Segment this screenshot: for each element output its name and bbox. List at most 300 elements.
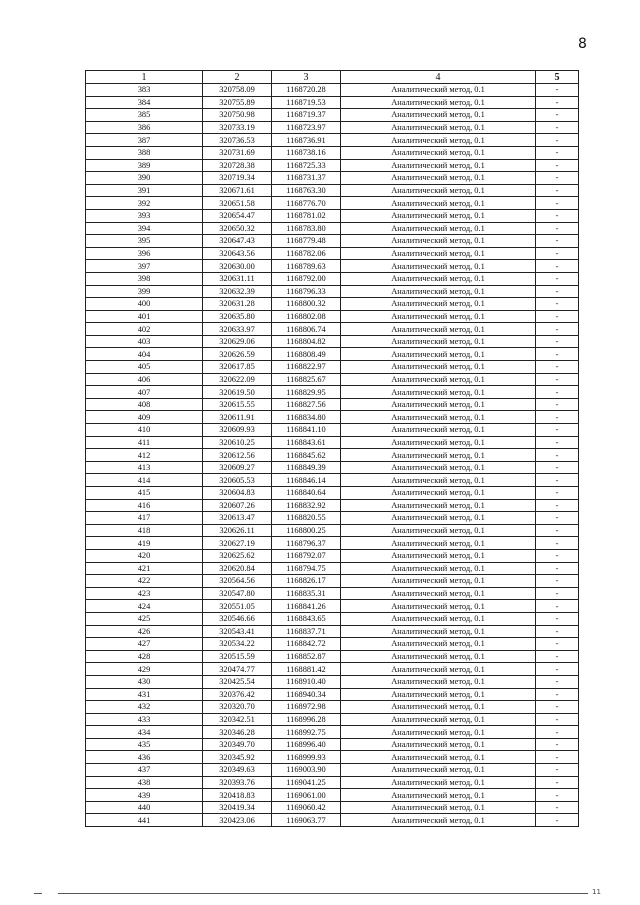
- cell-y-coordinate: 1168804.82: [272, 335, 341, 348]
- table-row: [86, 424, 579, 437]
- cell-point-number: 434: [86, 726, 203, 739]
- table-row: [86, 96, 579, 109]
- cell-y-coordinate: 1169060.42: [272, 801, 341, 814]
- cell-point-number: 417: [86, 512, 203, 525]
- table-row: [86, 461, 579, 474]
- cell-x-coordinate: 320650.32: [203, 222, 272, 235]
- cell-point-number: 433: [86, 713, 203, 726]
- cell-method: Аналитический метод, 0.1: [341, 134, 536, 147]
- cell-description: -: [536, 272, 579, 285]
- cell-y-coordinate: 1168806.74: [272, 323, 341, 336]
- cell-description: -: [536, 625, 579, 638]
- cell-method: Аналитический метод, 0.1: [341, 474, 536, 487]
- coordinates-table: [85, 70, 579, 827]
- cell-x-coordinate: 320419.34: [203, 801, 272, 814]
- cell-point-number: 411: [86, 436, 203, 449]
- cell-y-coordinate: 1168820.55: [272, 512, 341, 525]
- cell-description: -: [536, 537, 579, 550]
- cell-description: -: [536, 235, 579, 248]
- cell-x-coordinate: 320609.93: [203, 424, 272, 437]
- cell-x-coordinate: 320736.53: [203, 134, 272, 147]
- cell-method: Аналитический метод, 0.1: [341, 675, 536, 688]
- cell-method: Аналитический метод, 0.1: [341, 461, 536, 474]
- cell-y-coordinate: 1169061.00: [272, 789, 341, 802]
- cell-point-number: 397: [86, 260, 203, 273]
- cell-method: Аналитический метод, 0.1: [341, 222, 536, 235]
- cell-description: -: [536, 285, 579, 298]
- cell-point-number: 407: [86, 386, 203, 399]
- cell-description: -: [536, 575, 579, 588]
- cell-x-coordinate: 320651.58: [203, 197, 272, 210]
- page-number: 8: [578, 36, 587, 52]
- cell-method: Аналитический метод, 0.1: [341, 789, 536, 802]
- table-row: [86, 172, 579, 185]
- cell-y-coordinate: 1168800.32: [272, 298, 341, 311]
- cell-point-number: 423: [86, 587, 203, 600]
- cell-y-coordinate: 1168841.10: [272, 424, 341, 437]
- cell-point-number: 421: [86, 562, 203, 575]
- cell-point-number: 394: [86, 222, 203, 235]
- cell-x-coordinate: 320613.47: [203, 512, 272, 525]
- cell-point-number: 383: [86, 84, 203, 97]
- cell-description: -: [536, 159, 579, 172]
- table-row: [86, 600, 579, 613]
- cell-y-coordinate: 1168779.48: [272, 235, 341, 248]
- cell-description: -: [536, 650, 579, 663]
- cell-description: -: [536, 600, 579, 613]
- cell-y-coordinate: 1168800.25: [272, 524, 341, 537]
- cell-x-coordinate: 320551.05: [203, 600, 272, 613]
- cell-method: Аналитический метод, 0.1: [341, 738, 536, 751]
- cell-y-coordinate: 1168832.92: [272, 499, 341, 512]
- cell-method: Аналитический метод, 0.1: [341, 298, 536, 311]
- cell-method: Аналитический метод, 0.1: [341, 562, 536, 575]
- cell-method: Аналитический метод, 0.1: [341, 449, 536, 462]
- cell-method: Аналитический метод, 0.1: [341, 184, 536, 197]
- cell-method: Аналитический метод, 0.1: [341, 335, 536, 348]
- cell-method: Аналитический метод, 0.1: [341, 487, 536, 500]
- cell-x-coordinate: 320564.56: [203, 575, 272, 588]
- cell-point-number: 440: [86, 801, 203, 814]
- cell-x-coordinate: 320418.83: [203, 789, 272, 802]
- cell-x-coordinate: 320625.62: [203, 549, 272, 562]
- cell-point-number: 418: [86, 524, 203, 537]
- cell-method: Аналитический метод, 0.1: [341, 663, 536, 676]
- cell-y-coordinate: 1168881.42: [272, 663, 341, 676]
- cell-x-coordinate: 320609.27: [203, 461, 272, 474]
- cell-description: -: [536, 146, 579, 159]
- table-row: [86, 776, 579, 789]
- cell-y-coordinate: 1169063.77: [272, 814, 341, 827]
- cell-point-number: 395: [86, 235, 203, 248]
- cell-y-coordinate: 1168796.37: [272, 537, 341, 550]
- cell-y-coordinate: 1168829.95: [272, 386, 341, 399]
- cell-y-coordinate: 1168719.37: [272, 109, 341, 122]
- table-row: [86, 587, 579, 600]
- cell-x-coordinate: 320617.85: [203, 361, 272, 374]
- cell-method: Аналитический метод, 0.1: [341, 235, 536, 248]
- column-header-x: 2: [203, 71, 272, 84]
- table-row: [86, 323, 579, 336]
- cell-y-coordinate: 1168852.87: [272, 650, 341, 663]
- cell-method: Аналитический метод, 0.1: [341, 650, 536, 663]
- cell-y-coordinate: 1168842.72: [272, 638, 341, 651]
- table-row: [86, 487, 579, 500]
- cell-point-number: 427: [86, 638, 203, 651]
- cell-description: -: [536, 121, 579, 134]
- table-row: [86, 562, 579, 575]
- cell-point-number: 416: [86, 499, 203, 512]
- cell-y-coordinate: 1168725.33: [272, 159, 341, 172]
- cell-method: Аналитический метод, 0.1: [341, 361, 536, 374]
- cell-point-number: 429: [86, 663, 203, 676]
- cell-x-coordinate: 320622.09: [203, 373, 272, 386]
- table-row: [86, 675, 579, 688]
- cell-description: -: [536, 675, 579, 688]
- cell-point-number: 410: [86, 424, 203, 437]
- cell-method: Аналитический метод, 0.1: [341, 776, 536, 789]
- table-row: [86, 449, 579, 462]
- cell-point-number: 398: [86, 272, 203, 285]
- cell-method: Аналитический метод, 0.1: [341, 424, 536, 437]
- cell-description: -: [536, 184, 579, 197]
- cell-x-coordinate: 320546.66: [203, 612, 272, 625]
- cell-y-coordinate: 1168782.06: [272, 247, 341, 260]
- cell-method: Аналитический метод, 0.1: [341, 209, 536, 222]
- column-header-method: 4: [341, 71, 536, 84]
- cell-y-coordinate: 1168841.26: [272, 600, 341, 613]
- cell-method: Аналитический метод, 0.1: [341, 764, 536, 777]
- cell-x-coordinate: 320630.00: [203, 260, 272, 273]
- cell-y-coordinate: 1168996.28: [272, 713, 341, 726]
- table-row: [86, 222, 579, 235]
- cell-point-number: 390: [86, 172, 203, 185]
- cell-method: Аналитический метод, 0.1: [341, 713, 536, 726]
- cell-point-number: 422: [86, 575, 203, 588]
- table-row: [86, 146, 579, 159]
- cell-y-coordinate: 1168826.17: [272, 575, 341, 588]
- cell-point-number: 436: [86, 751, 203, 764]
- table-row: [86, 348, 579, 361]
- cell-description: -: [536, 222, 579, 235]
- cell-x-coordinate: 320543.41: [203, 625, 272, 638]
- cell-method: Аналитический метод, 0.1: [341, 524, 536, 537]
- cell-description: -: [536, 172, 579, 185]
- table-row: [86, 499, 579, 512]
- cell-method: Аналитический метод, 0.1: [341, 398, 536, 411]
- cell-x-coordinate: 320629.06: [203, 335, 272, 348]
- cell-y-coordinate: 1168719.53: [272, 96, 341, 109]
- cell-x-coordinate: 320425.54: [203, 675, 272, 688]
- cell-y-coordinate: 1168738.16: [272, 146, 341, 159]
- cell-method: Аналитический метод, 0.1: [341, 436, 536, 449]
- table-row: [86, 625, 579, 638]
- cell-description: -: [536, 638, 579, 651]
- cell-point-number: 392: [86, 197, 203, 210]
- cell-description: -: [536, 424, 579, 437]
- cell-description: -: [536, 335, 579, 348]
- cell-point-number: 403: [86, 335, 203, 348]
- table-row: [86, 650, 579, 663]
- cell-x-coordinate: 320731.69: [203, 146, 272, 159]
- cell-method: Аналитический метод, 0.1: [341, 310, 536, 323]
- table-row: [86, 549, 579, 562]
- cell-point-number: 396: [86, 247, 203, 260]
- cell-description: -: [536, 701, 579, 714]
- cell-description: -: [536, 436, 579, 449]
- cell-point-number: 431: [86, 688, 203, 701]
- cell-description: -: [536, 411, 579, 424]
- cell-x-coordinate: 320728.38: [203, 159, 272, 172]
- table-row: [86, 663, 579, 676]
- cell-point-number: 388: [86, 146, 203, 159]
- table-row: [86, 310, 579, 323]
- cell-description: -: [536, 310, 579, 323]
- cell-x-coordinate: 320643.56: [203, 247, 272, 260]
- cell-y-coordinate: 1168837.71: [272, 625, 341, 638]
- cell-x-coordinate: 320719.34: [203, 172, 272, 185]
- table-row: [86, 512, 579, 525]
- cell-method: Аналитический метод, 0.1: [341, 121, 536, 134]
- table-row: [86, 612, 579, 625]
- table-body: [86, 84, 579, 827]
- cell-x-coordinate: 320615.55: [203, 398, 272, 411]
- table-row: [86, 247, 579, 260]
- cell-description: -: [536, 84, 579, 97]
- cell-description: -: [536, 801, 579, 814]
- cell-point-number: 414: [86, 474, 203, 487]
- table-row: [86, 738, 579, 751]
- cell-description: -: [536, 197, 579, 210]
- table-row: [86, 84, 579, 97]
- cell-description: -: [536, 499, 579, 512]
- cell-x-coordinate: 320610.25: [203, 436, 272, 449]
- cell-y-coordinate: 1168835.31: [272, 587, 341, 600]
- cell-x-coordinate: 320647.43: [203, 235, 272, 248]
- table-row: [86, 713, 579, 726]
- table-row: [86, 436, 579, 449]
- cell-point-number: 430: [86, 675, 203, 688]
- cell-x-coordinate: 320393.76: [203, 776, 272, 789]
- cell-description: -: [536, 764, 579, 777]
- cell-y-coordinate: 1168827.56: [272, 398, 341, 411]
- cell-y-coordinate: 1168776.70: [272, 197, 341, 210]
- cell-y-coordinate: 1168996.40: [272, 738, 341, 751]
- table-row: [86, 751, 579, 764]
- table-row: [86, 638, 579, 651]
- cell-method: Аналитический метод, 0.1: [341, 323, 536, 336]
- cell-x-coordinate: 320620.84: [203, 562, 272, 575]
- cell-point-number: 435: [86, 738, 203, 751]
- cell-y-coordinate: 1168808.49: [272, 348, 341, 361]
- column-header-y: 3: [272, 71, 341, 84]
- cell-y-coordinate: 1168723.97: [272, 121, 341, 134]
- footer-divider: [34, 893, 42, 894]
- cell-method: Аналитический метод, 0.1: [341, 537, 536, 550]
- cell-y-coordinate: 1168825.67: [272, 373, 341, 386]
- cell-y-coordinate: 1168796.33: [272, 285, 341, 298]
- cell-y-coordinate: 1168731.37: [272, 172, 341, 185]
- cell-description: -: [536, 713, 579, 726]
- cell-x-coordinate: 320626.59: [203, 348, 272, 361]
- cell-x-coordinate: 320376.42: [203, 688, 272, 701]
- cell-x-coordinate: 320671.61: [203, 184, 272, 197]
- cell-point-number: 386: [86, 121, 203, 134]
- cell-y-coordinate: 1168834.80: [272, 411, 341, 424]
- cell-method: Аналитический метод, 0.1: [341, 84, 536, 97]
- cell-y-coordinate: 1168999.93: [272, 751, 341, 764]
- table-row: [86, 260, 579, 273]
- cell-point-number: 400: [86, 298, 203, 311]
- cell-y-coordinate: 1168843.61: [272, 436, 341, 449]
- cell-method: Аналитический метод, 0.1: [341, 109, 536, 122]
- cell-method: Аналитический метод, 0.1: [341, 285, 536, 298]
- cell-y-coordinate: 1168822.97: [272, 361, 341, 374]
- table-row: [86, 801, 579, 814]
- cell-description: -: [536, 134, 579, 147]
- cell-x-coordinate: 320619.50: [203, 386, 272, 399]
- cell-description: -: [536, 751, 579, 764]
- cell-description: -: [536, 663, 579, 676]
- cell-method: Аналитический метод, 0.1: [341, 146, 536, 159]
- cell-y-coordinate: 1168802.08: [272, 310, 341, 323]
- cell-x-coordinate: 320611.91: [203, 411, 272, 424]
- cell-description: -: [536, 247, 579, 260]
- cell-x-coordinate: 320515.59: [203, 650, 272, 663]
- table-row: [86, 575, 579, 588]
- table-row: [86, 109, 579, 122]
- cell-method: Аналитический метод, 0.1: [341, 159, 536, 172]
- table-row: [86, 298, 579, 311]
- cell-y-coordinate: 1168792.07: [272, 549, 341, 562]
- table-row: [86, 159, 579, 172]
- cell-y-coordinate: 1168846.14: [272, 474, 341, 487]
- table-row: [86, 537, 579, 550]
- cell-method: Аналитический метод, 0.1: [341, 499, 536, 512]
- cell-point-number: 393: [86, 209, 203, 222]
- cell-point-number: 391: [86, 184, 203, 197]
- cell-method: Аналитический метод, 0.1: [341, 386, 536, 399]
- cell-description: -: [536, 814, 579, 827]
- cell-description: -: [536, 373, 579, 386]
- cell-y-coordinate: 1168910.40: [272, 675, 341, 688]
- cell-description: -: [536, 524, 579, 537]
- cell-method: Аналитический метод, 0.1: [341, 96, 536, 109]
- cell-description: -: [536, 260, 579, 273]
- cell-method: Аналитический метод, 0.1: [341, 814, 536, 827]
- cell-description: -: [536, 587, 579, 600]
- cell-y-coordinate: 1168849.39: [272, 461, 341, 474]
- cell-method: Аналитический метод, 0.1: [341, 172, 536, 185]
- cell-description: -: [536, 323, 579, 336]
- column-header-point-number: 1: [86, 71, 203, 84]
- cell-point-number: 438: [86, 776, 203, 789]
- cell-method: Аналитический метод, 0.1: [341, 197, 536, 210]
- cell-y-coordinate: 1168992.75: [272, 726, 341, 739]
- cell-point-number: 420: [86, 549, 203, 562]
- cell-y-coordinate: 1168940.34: [272, 688, 341, 701]
- cell-point-number: 415: [86, 487, 203, 500]
- cell-method: Аналитический метод, 0.1: [341, 348, 536, 361]
- cell-x-coordinate: 320605.53: [203, 474, 272, 487]
- cell-x-coordinate: 320633.97: [203, 323, 272, 336]
- cell-x-coordinate: 320534.22: [203, 638, 272, 651]
- cell-point-number: 399: [86, 285, 203, 298]
- table-row: [86, 184, 579, 197]
- table-row: [86, 688, 579, 701]
- cell-y-coordinate: 1168783.80: [272, 222, 341, 235]
- table-row: [86, 411, 579, 424]
- cell-point-number: 413: [86, 461, 203, 474]
- cell-description: -: [536, 348, 579, 361]
- cell-description: -: [536, 298, 579, 311]
- cell-x-coordinate: 320349.70: [203, 738, 272, 751]
- cell-x-coordinate: 320349.63: [203, 764, 272, 777]
- cell-point-number: 432: [86, 701, 203, 714]
- cell-y-coordinate: 1168781.02: [272, 209, 341, 222]
- cell-description: -: [536, 549, 579, 562]
- table-row: [86, 398, 579, 411]
- cell-method: Аналитический метод, 0.1: [341, 373, 536, 386]
- cell-y-coordinate: 1169041.25: [272, 776, 341, 789]
- cell-point-number: 401: [86, 310, 203, 323]
- table-row: [86, 134, 579, 147]
- cell-description: -: [536, 398, 579, 411]
- cell-point-number: 402: [86, 323, 203, 336]
- cell-point-number: 437: [86, 764, 203, 777]
- cell-method: Аналитический метод, 0.1: [341, 701, 536, 714]
- cell-point-number: 425: [86, 612, 203, 625]
- cell-x-coordinate: 320654.47: [203, 209, 272, 222]
- cell-y-coordinate: 1169003.90: [272, 764, 341, 777]
- table-header-row: [86, 71, 579, 84]
- footer-mark: 11: [592, 888, 601, 896]
- cell-x-coordinate: 320345.92: [203, 751, 272, 764]
- cell-description: -: [536, 487, 579, 500]
- table-row: [86, 726, 579, 739]
- table-row: [86, 209, 579, 222]
- cell-method: Аналитический метод, 0.1: [341, 688, 536, 701]
- cell-point-number: 428: [86, 650, 203, 663]
- cell-x-coordinate: 320626.11: [203, 524, 272, 537]
- cell-y-coordinate: 1168763.30: [272, 184, 341, 197]
- cell-method: Аналитический метод, 0.1: [341, 549, 536, 562]
- footer-divider: [58, 893, 588, 894]
- cell-method: Аналитический метод, 0.1: [341, 751, 536, 764]
- cell-method: Аналитический метод, 0.1: [341, 600, 536, 613]
- cell-x-coordinate: 320607.26: [203, 499, 272, 512]
- cell-x-coordinate: 320627.19: [203, 537, 272, 550]
- cell-method: Аналитический метод, 0.1: [341, 726, 536, 739]
- cell-y-coordinate: 1168789.63: [272, 260, 341, 273]
- cell-point-number: 439: [86, 789, 203, 802]
- table-row: [86, 474, 579, 487]
- cell-x-coordinate: 320758.09: [203, 84, 272, 97]
- cell-description: -: [536, 688, 579, 701]
- cell-x-coordinate: 320547.80: [203, 587, 272, 600]
- cell-description: -: [536, 386, 579, 399]
- cell-description: -: [536, 109, 579, 122]
- cell-y-coordinate: 1168972.98: [272, 701, 341, 714]
- cell-point-number: 419: [86, 537, 203, 550]
- cell-method: Аналитический метод, 0.1: [341, 801, 536, 814]
- table-row: [86, 285, 579, 298]
- cell-method: Аналитический метод, 0.1: [341, 575, 536, 588]
- table-row: [86, 764, 579, 777]
- table-row: [86, 197, 579, 210]
- cell-point-number: 389: [86, 159, 203, 172]
- table-row: [86, 814, 579, 827]
